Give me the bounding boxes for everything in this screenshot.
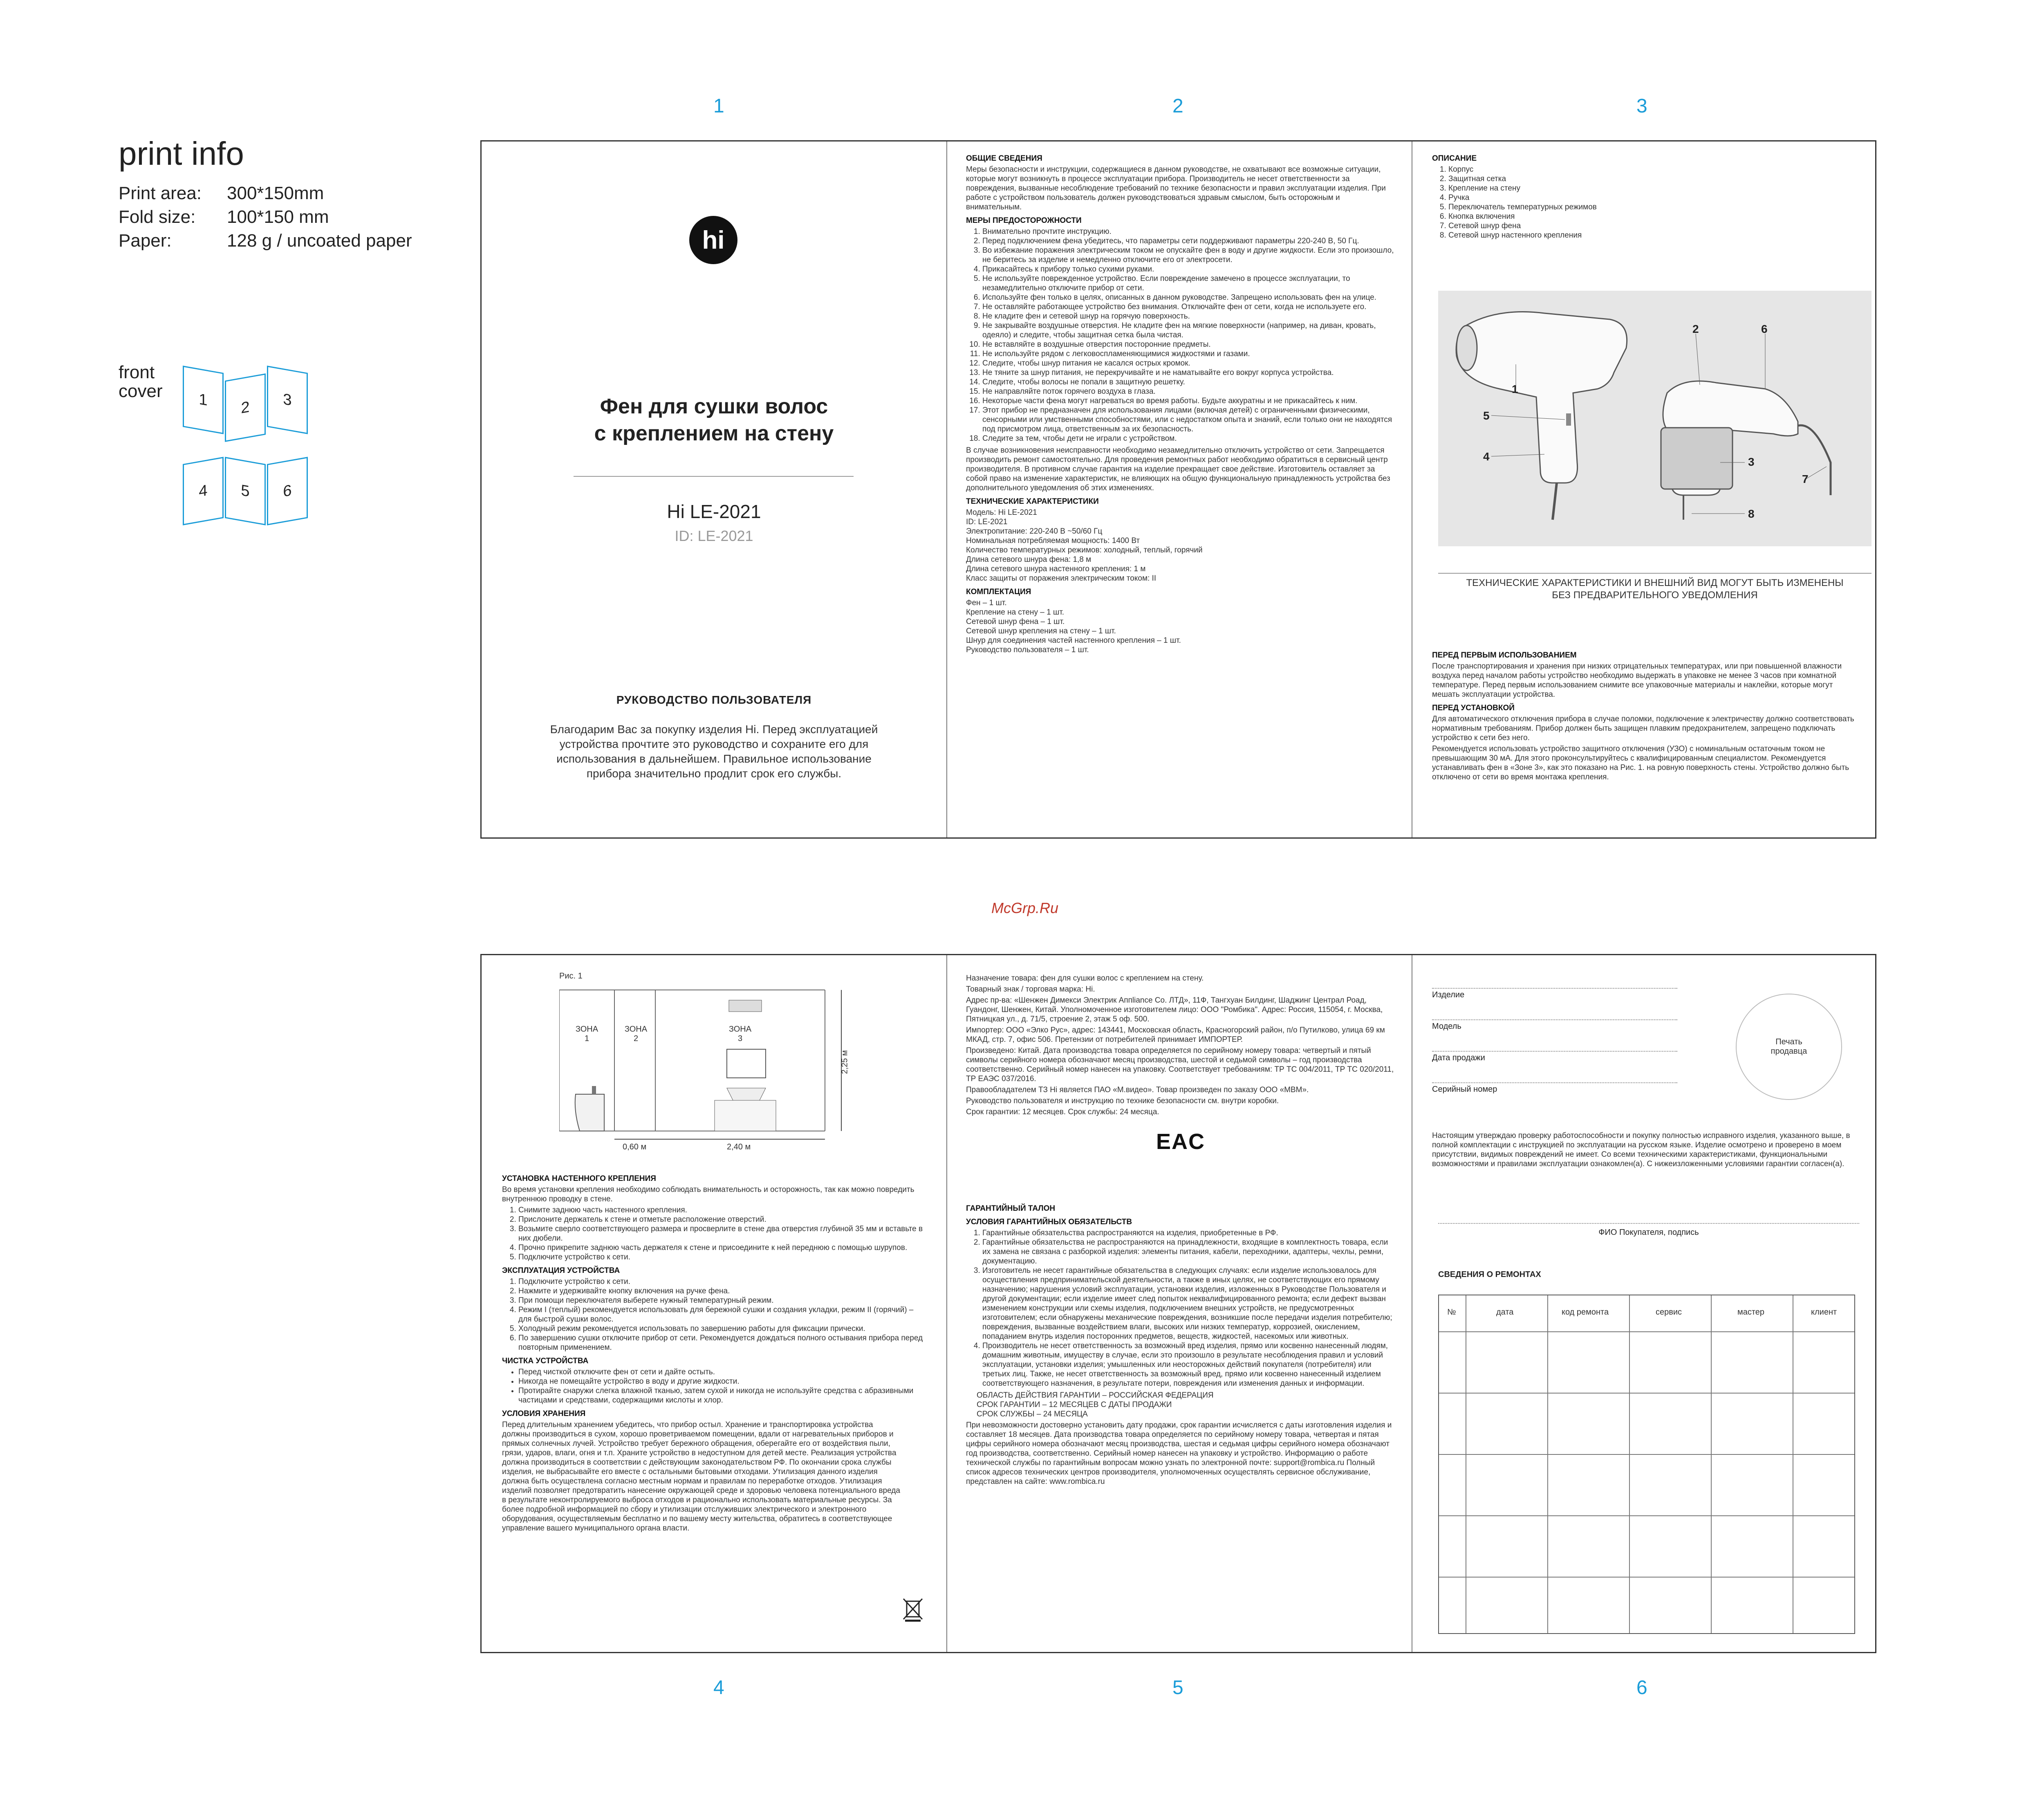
storage-text: Перед длительным хранением убедитесь, что прибор остыл. Хранение и транспортировка устройства должны производиться в сухом, хорошо проветриваемом помещении, вдали от нагревательных приборов и прямых солнечных лучей. Устройство требует бережного обращения, оберегайте его от воздействия пыли, грязи, ударов, влаги, огня и т.п. Храните устройство в недоступном для детей месте. Реализация устройства должна производиться в соответствии с действующим законодательством РФ. По окончании срока службы изделия, не выбрасывайте его вместе с остальными бытовыми отходами. Утилизация данного изделия должна быть осуществлена согласно местным нормам и правилам по переработке отходов. Утилизация изделий позволяет предотвратить нанесение окружающей среде и здоровью человека потенциального вреда в результате неконтролируемого выброса отходов и рационально использовать материальные ресурсы. За более подробной информацией по сбору и утилизации отслуживших электрического и электронного оборудования, осуществляемым бесплатно и по вашему месту жительства, обратитесь в соответствующее управление вашего муниципального органа власти. xyxy=(502,1421,900,1533)
warranty-final: При невозможности достоверно установить дату продажи, срок гарантии исчисляется с даты изготовления изделия и составляет 18 месяцев. Дата производства товара определяется по серийному номеру товара, четвертая и пятая цифры серийного номера обозначают месяц производства, шестая и седьмая цифры серийного номера обозначают год производства, соответственно. Серийный номер нанесен на упаковку и устройство. Информацию о работе технической службы по гарантийным вопросам можно узнать по электронной почте: support@rombica.ru Полный список адресов технических центров производителя, уполномоченных осуществлять сервисное обслуживание, представлен на сайте: www.rombica.ru xyxy=(966,1421,1392,1486)
callout-4: 4 xyxy=(1483,450,1490,463)
callout-3: 3 xyxy=(1748,456,1755,468)
use-list: 1. Подключите устройство к сети. 2. Нажмите и удерживайте кнопку включения на ручке фена. 3. При помощи переключателя выберете нужный температурный режим. 4. Режим I (теплый) рекомендуется использовать для бережной сушки и создания укладки, режим II (горячий) – для быстрой сушки волос. 5. Холодный режим рекомендуется использовать по завершению работы для фиксации прически. 6. По завершению сушки отключите прибор от сети. Рекомендуется дождаться полного остывания прибора перед повторным применением. xyxy=(502,1277,927,1352)
col-repair-code: код ремонта xyxy=(1562,1308,1609,1317)
panel-cover xyxy=(482,141,946,837)
seller-stamp: Печать продавца xyxy=(1736,994,1842,1100)
page-number-2: 2 xyxy=(1172,95,1183,117)
confirmation-text: Настоящим утверждаю проверку работоспособности и покупку полностью исправного изделия, указанного выше, в полной комплектации с инструкцией по эксплуатации на русском языке. Изделие осмотрено и проверено в моем присутствии, видимых повреждений не имеет. Со всеми техническими характеристиками, функциональными возможностями и правилами эксплуатации ознакомлен(а). С нижеизложенными условиями гарантии согласен(а). xyxy=(1432,1131,1850,1168)
use-heading: ЭКСПЛУАТАЦИЯ УСТРОЙСТВА xyxy=(502,1266,620,1275)
panel-4 xyxy=(502,1170,927,1648)
watermark: McGrp.Ru xyxy=(991,900,1059,916)
fold-size-row: Fold size: 100*150 mm xyxy=(119,207,329,227)
field-model[interactable]: Модель xyxy=(1432,1019,1677,1031)
callout-1: 1 xyxy=(1512,383,1518,395)
fold-panel-6: 6 xyxy=(267,457,308,525)
general-heading: ОБЩИЕ СВЕДЕНИЯ xyxy=(966,154,1042,163)
field-serial[interactable]: Серийный номер xyxy=(1432,1082,1677,1094)
page-number-3: 3 xyxy=(1636,95,1647,117)
before-install-text-1: Для автоматического отключения прибора в случае поломки, подключение к электричеству должно соответствовать нормативным требованиям. Прибор должен быть защищен плавким предохранителем, запрещено подключать устройство к сети без него. xyxy=(1432,715,1854,742)
change-notice: ТЕХНИЧЕСКИЕ ХАРАКТЕРИСТИКИ И ВНЕШНИЙ ВИД МОГУТ БЫТЬ ИЗМЕНЕНЫ БЕЗ ПРЕДВАРИТЕЛЬНОГО УВЕДОМЛЕНИЯ xyxy=(1438,573,1871,601)
specs-list: Модель: Hi LE-2021 ID: LE-2021 Электропитание: 220-240 В ~50/60 Гц Номинальная потребляемая мощность: 1400 Вт Количество температурных режимов: холодный, теплый, горячий Длина сетевого шнура фена: 1,8 м Длина сетевого шнура настенного крепления: 1 м Класс защиты от поражения электрическим током: II xyxy=(966,508,1203,583)
page-number-5: 5 xyxy=(1172,1677,1183,1699)
fold-panel-1: 1 xyxy=(183,366,224,434)
page-number-6: 6 xyxy=(1636,1677,1647,1699)
kit-list: Фен – 1 шт. Крепление на стену – 1 шт. Сетевой шнур фена – 1 шт. Сетевой шнур крепления на стену – 1 шт. Шнур для соединения частей настенного крепления – 1 шт. Руководство пользователя – 1 шт. xyxy=(966,599,1181,654)
col-service: сервис xyxy=(1656,1308,1682,1317)
malfunction-text: В случае возникновения неисправности необходимо незамедлительно отключить устройство от сети. Запрещается производить ремонт самостоятельно. Для проведения ремонтных работ необходимо обратиться в сервисный центр производителя. В противном случае гарантия на изделие прекращает свое действие. Изготовитель оставляет за собой право на изменение характеристик, не влияющих на общую функциональную принадлежность устройства без дополнительного уведомления об этих изменениях. xyxy=(966,446,1390,492)
dimension-height: 2,25 м xyxy=(840,1050,849,1074)
fold-panel-3: 3 xyxy=(267,366,308,434)
general-text: Меры безопасности и инструкции, содержащиеся в данном руководстве, не охватывают все возможные ситуации, которые могут возникнуть в процессе эксплуатации прибора. Производитель не несет ответственности за повреждения, вызванные несоблюдение требований по технике безопасности и правил эксплуатации изделия. При работе с устройством пользователь должен руководствоваться здравым смыслом, быть осторожным и внимательным. xyxy=(966,165,1386,211)
before-install-heading: ПЕРЕД УСТАНОВКОЙ xyxy=(1432,704,1515,712)
conditions-heading: УСЛОВИЯ ГАРАНТИЙНЫХ ОБЯЗАТЕЛЬСТВ xyxy=(966,1218,1132,1226)
dimension-zone2: 0,60 м xyxy=(623,1142,647,1151)
col-date: дата xyxy=(1496,1308,1514,1317)
field-sale-date[interactable]: Дата продажи xyxy=(1432,1051,1677,1063)
storage-heading: УСЛОВИЯ ХРАНЕНИЯ xyxy=(502,1409,586,1418)
mount-heading: УСТАНОВКА НАСТЕННОГО КРЕПЛЕНИЯ xyxy=(502,1174,656,1183)
signature-line[interactable]: ФИО Покупателя, подпись xyxy=(1438,1223,1859,1237)
panel-6-fields xyxy=(1432,988,1677,1094)
callout-2: 2 xyxy=(1692,323,1699,335)
specs-heading: ТЕХНИЧЕСКИЕ ХАРАКТЕРИСТИКИ xyxy=(966,497,1099,506)
mount-intro: Во время установки крепления необходимо соблюдать внимательность и осторожность, так как можно повредить внутреннюю проводку в стене. xyxy=(502,1185,914,1203)
cover-divider xyxy=(574,476,854,477)
eac-mark: EAC xyxy=(1156,1129,1205,1154)
manual-text: Благодарим Вас за покупку изделия Hi. Перед эксплуатацией устройства прочтите это руководство и сохраните его для использования в дальнейшем. Правильное использование прибора значительно продлит срок его службы. xyxy=(550,723,878,780)
callout-8: 8 xyxy=(1748,507,1755,520)
page-number-1: 1 xyxy=(713,95,724,117)
manual-heading: РУКОВОДСТВО ПОЛЬЗОВАТЕЛЯ xyxy=(616,693,812,706)
product-illustration xyxy=(1438,291,1871,546)
col-client: клиент xyxy=(1811,1308,1837,1317)
panel-5 xyxy=(966,974,1395,1648)
col-master: мастер xyxy=(1737,1308,1765,1317)
callout-7: 7 xyxy=(1802,473,1809,485)
cover-model: Hi LE-2021 xyxy=(667,501,761,522)
hair-dryer-icon xyxy=(1438,291,1871,546)
kit-heading: КОМПЛЕКТАЦИЯ xyxy=(966,588,1031,596)
weee-bin-icon xyxy=(903,1597,923,1622)
zone-1-label: ЗОНА 1 xyxy=(575,1025,598,1043)
warranty-heading: ГАРАНТИЙНЫЙ ТАЛОН xyxy=(966,1204,1056,1213)
description-heading: ОПИСАНИЕ xyxy=(1432,154,1477,163)
precautions-list: 1. Внимательно прочтите инструкцию. 2. Перед подключением фена убедитесь, что параметры сети поддерживают параметры 220-240 В, 50 Гц. 3. Во избежание поражения электрическим током не опускайте фен в воду и другие жидкости. Если это произошло, не беритесь за изделие и немедленно отключите его от электросети. 4. Прикасайтесь к прибору только сухими руками. 5. Не используйте поврежденное устройство. Если повреждение замечено в процессе эксплуатации, то незамедлительно отключите прибор от сети. 6. Используйте фен только в целях, описанных в данном руководстве. Запрещено использовать фен на улице. 7. Не оставляйте работающее устройство без внимания. Отключайте фен от сети, когда не используете его. 8. Не кладите фен и сетевой шнур на горячую поверхность. 9. Не закрывайте воздушные отверстия. Не кладите фен на мягкие поверхности (например, на диван, кровать, одеяло) и следите, чтобы защитная сетка была чистая. 10. Не вставляйте в воздушные отверстия посторонние предметы. 11. Не используйте рядом с легковоспламеняющимися жидкостями и газами. 12. Следите, чтобы шнур питания не касался острых кромок. 13. Не тяните за шнур питания, не перекручивайте и не наматывайте его вокруг корпуса устройства. 14. Следите, чтобы волосы не попали в защитную решетку. 15. Не направляйте поток горячего воздуха в глаза. 16. Некоторые части фена могут нагреваться во время работы. Будьте аккуратны и не прикасайтесь к ним. 17. Этот прибор не предназначен для использования лицами (включая детей) с ограниченными физическими, сенсорными или умственными способностями, или с недостатком опыта и знаний, если только они не находятся под присмотром лица, ответственным за их безопасность. 18. Следите за тем, чтобы дети не играли с устройством. xyxy=(966,227,1395,443)
panel-2 xyxy=(966,150,1395,833)
cleaning-list: • Перед чисткой отключите фен от сети и дайте остыть. • Никогда не помещайте устройство в воду и другие жидкости. • Протирайте снаружи слегка влажной тканью, затем сухой и никогда не используйте средства с абразивными частицами и средствами, содержащими кислоты и хлор. xyxy=(502,1367,927,1405)
page-number-4: 4 xyxy=(713,1677,724,1699)
fold-panel-5: 5 xyxy=(225,457,266,525)
before-install-text-2: Рекомендуется использовать устройство защитного отключения (УЗО) с номинальным остаточным током не превышающим 30 мА. Для этого проконсультируйтесь с квалифицированным специалистом. Рекомендуется устанавливать фен в «Зоне 3», как это показано на Рис. 1. на ровную поверхность стены. Устройство должно быть отключено от сети во время монтажа крепления. xyxy=(1432,745,1849,781)
cover-id: ID: LE-2021 xyxy=(675,527,753,544)
callout-5: 5 xyxy=(1483,409,1490,422)
zone-3-label: ЗОНА 3 xyxy=(728,1025,752,1043)
repairs-table xyxy=(1438,1295,1855,1634)
figure-label: Рис. 1 xyxy=(559,972,583,981)
sheet-back xyxy=(480,954,1876,1653)
field-product[interactable]: Изделие xyxy=(1432,988,1677,1000)
cover-title: Фен для сушки волос с креплением на стену xyxy=(594,395,834,445)
logo-badge: hi xyxy=(689,216,737,264)
mount-list: 1. Снимите заднюю часть настенного крепления. 2. Прислоните держатель к стене и отметьте расположение отверстий. 3. Возьмите сверло соответствующего размера и просверлите в стене два отверстия глубиной 35 мм и вставьте в них дюбели. 4. Прочно прикрепите заднюю часть держателя к стене и присоедините к ней переднюю с помощью шурупов. 5. Подключите устройство к сети. xyxy=(502,1205,927,1262)
first-use-text: После транспортирования и хранения при низких отрицательных температурах, или при повышенной влажности воздуха перед началом работы устройство необходимо выдержать в упаковке не менее 3 часов при комнатной температуре. Перед первым использованием снимите все упаковочные материалы и наклейки, которые могут мешать эксплуатации устройства. xyxy=(1432,662,1842,699)
fold-panel-4: 4 xyxy=(183,457,224,525)
precautions-heading: МЕРЫ ПРЕДОСТОРОЖНОСТИ xyxy=(966,216,1082,225)
print-info-title: print info xyxy=(119,135,244,172)
paper-row: Paper: 128 g / uncoated paper xyxy=(119,231,412,251)
print-info xyxy=(119,135,412,253)
first-use-heading: ПЕРЕД ПЕРВЫМ ИСПОЛЬЗОВАНИЕМ xyxy=(1432,651,1577,660)
description-list: 1. Корпус 2. Защитная сетка 3. Крепление на стену 4. Ручка 5. Переключатель температурных режимов 6. Кнопка включения 7. Сетевой шнур фена 8. Сетевой шнур настенного крепления xyxy=(1432,165,1859,240)
callout-6: 6 xyxy=(1761,323,1768,335)
front-cover-label: front cover xyxy=(119,362,163,401)
conditions-list: 1. Гарантийные обязательства распространяются на изделия, приобретенные в РФ. 2. Гарантийные обязательства не распространяются на принадлежности, входящие в комплектность товара, если их замена не связана с разборкой изделия: элементы питания, кабели, переходники, адаптеры, чехлы, ремни, документацию. 3. Изготовитель не несет гарантийные обязательства в следующих случаях: если изделие использовалось для осуществления предпринимательской деятельности, а также в иных целях, не соответствующих его прямому назначению; нарушения условий эксплуатации, установки изделия, изложенных в Руководстве Пользователя и другой документации; если изделие имеет след попыток неквалифицированного ремонта; если дефект вызван изменением конструкции или схемы изделия, подключением внешних устройств, не предусмотренных изготовителем; если обнаружены механические повреждения, возникшие после передачи изделия потребителю; повреждения, вызванные воздействием влаги, высоких или низких температур, коррозией, окислением, попаданием внутрь изделия посторонних предметов, веществ, жидкостей, насекомых или животных. 4. Производитель не несет ответственность за возможный вред изделия, прямо или косвенно нанесенный людям, домашним животным, имуществу в случае, если это произошло в результате несоблюдения правил и условий эксплуатации, установки изделия; умышленных или неосторожных действий покупателя (потребителя) или третьих лиц. Также, не несет ответственность за возможный вред, прямо или косвенно нанесенный изделием соответствующего назначения, в результате потери, повреждения или изменения данных и информации. xyxy=(966,1228,1395,1388)
dimension-zone3: 2,40 м xyxy=(727,1142,751,1151)
fold-panel-2: 2 xyxy=(225,373,266,442)
print-area-row: Print area: 300*150mm xyxy=(119,183,324,203)
sheet-front xyxy=(480,140,1876,839)
warranty-area: ОБЛАСТЬ ДЕЙСТВИЯ ГАРАНТИИ – РОССИЙСКАЯ ФЕДЕРАЦИЯ СРОК ГАРАНТИИ – 12 МЕСЯЦЕВ С ДАТЫ ПРОДАЖИ СРОК СЛУЖБЫ – 24 МЕСЯЦА xyxy=(977,1391,1214,1418)
zone-figure xyxy=(559,972,927,1176)
product-info: Назначение товара: фен для сушки волос с креплением на стену. Товарный знак / торговая марка: Hi. Адрес пр-ва: «Шенжен Димекси Электрик Аппliance Со. ЛТД», 11Ф, Тангхуан Билдинг, Шаджинг Централ Роад, Гуандонг, Шенжен, Китай. Уполномоченное изготовителем лицо: ООО "Ромбика". Адрес: Россия, 115054, г. Москва, Пятницкая ул., д. 71/5, строение 2, этаж 5 оф. 500. Импортер: ООО «Элко Рус», адрес: 143441, Московская область, Красногорский район, п/о Путилково, улица 69 км МКАД, стр. 7, офис 506. Претензии от потребителей принимает ИМПОРТЕР. Произведено: Китай. Дата производства товара определяется по серийному номеру товара: четвертый и пятый символы серийного номера обозначают месяц производства, шестой и седьмой символы – год производства соответственно. Серийный номер нанесен на упаковку. Соответствует требованиям: ТР ТС 004/2011, ТР ТС 020/2011, ТР ЕАЭС 037/2016. Правообладателем ТЗ Hi является ПАО «М.видео». Товар произведен по заказу ООО «МВМ». Руководство пользователя и инструкцию по технике безопасности см. внутри коробки. Срок гарантии: 12 месяцев. Срок службы: 24 месяца. xyxy=(966,974,1394,1116)
repairs-heading: СВЕДЕНИЯ О РЕМОНТАХ xyxy=(1438,1270,1541,1279)
zone-2-label: ЗОНА 2 xyxy=(624,1025,648,1043)
col-number: № xyxy=(1447,1308,1456,1317)
panel-3-lower xyxy=(1432,646,1859,835)
cleaning-heading: ЧИСТКА УСТРОЙСТВА xyxy=(502,1357,589,1365)
